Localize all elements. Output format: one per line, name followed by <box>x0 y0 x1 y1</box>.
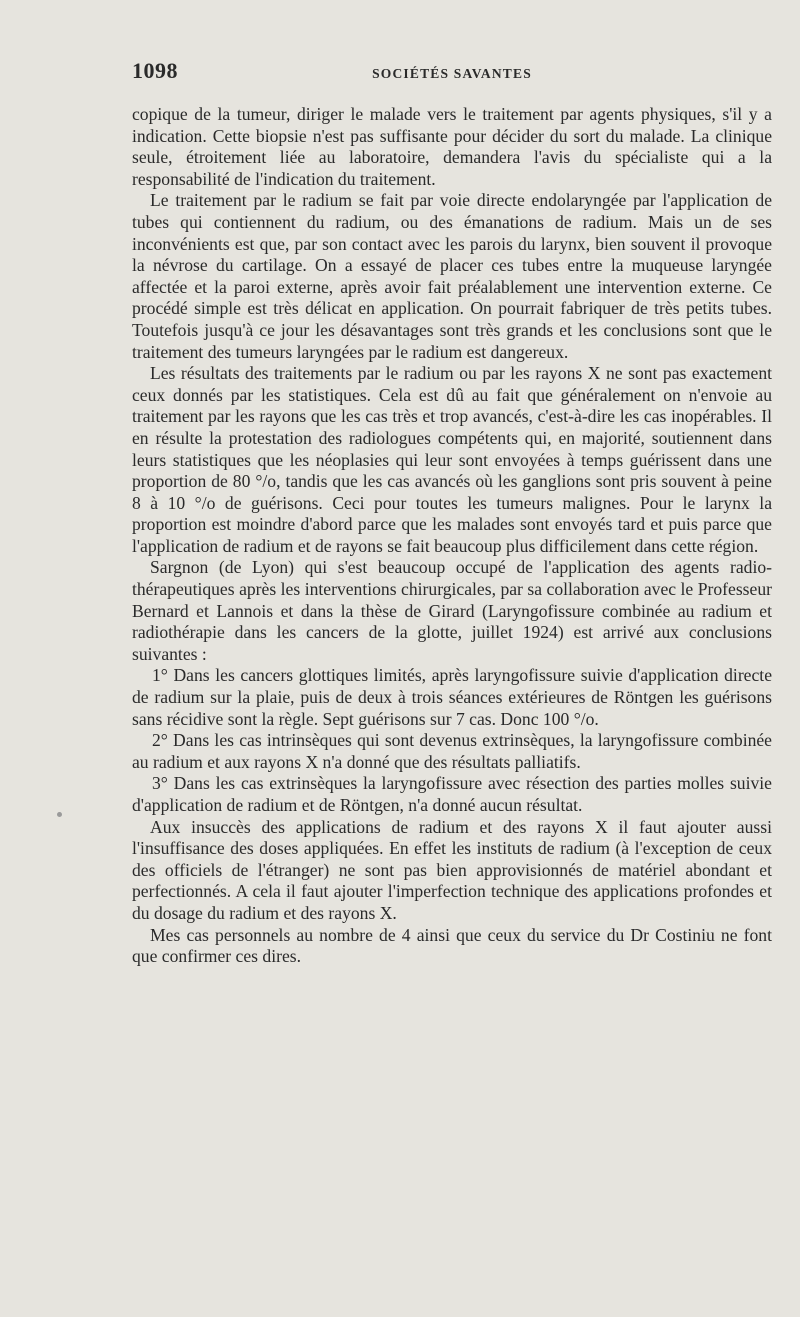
numbered-paragraph: 3° Dans les cas extrinsèques la laryngofissure avec résection des parties molles suivie d'application de radium et de Röntgen, n'a donné aucun résultat. <box>132 773 772 815</box>
numbered-paragraph: 2° Dans les cas intrinsèques qui sont devenus extrinsèques, la laryngofissure combinée au radium et aux rayons X n'a donné que des résultats palliatifs. <box>132 730 772 772</box>
paragraph: Sargnon (de Lyon) qui s'est beaucoup occupé de l'application des agents radio-thérapeutiques après les interventions chirurgicales, par sa collaboration avec le Professeur Bernard et Lannois et dans la thèse de Girard (Laryngofissure combinée au radium et radiothérapie dans les cancers de la glotte, juillet 1924) est arrivé aux conclusions suivantes : <box>132 557 772 664</box>
paragraph: Aux insuccès des applications de radium et des rayons X il faut ajouter aussi l'insuffisance des doses appliquées. En effet les instituts de radium (à l'exception de ceux des officiels de l'étranger) ne sont pas bien approvisionnés de matériel abondant et perfectionnés. A cela il faut ajouter l'imperfection technique des applications profondes et du dosage du radium et des rayons X. <box>132 816 772 923</box>
body-text <box>132 104 772 968</box>
paragraph: copique de la tumeur, diriger le malade vers le traitement par agents physiques, s'il y a indication. Cette biopsie n'est pas suffisante pour décider du sort du malade. La clinique seule, étroitement liée au laboratoire, demandera l'avis du spécialiste qui a la responsabilité de l'indication du traitement. <box>132 104 772 189</box>
paragraph: Le traitement par le radium se fait par voie directe endolaryngée par l'application de tubes qui contiennent du radium, ou des émanations de radium. Mais un de ses inconvénients est que, par son contact avec les parois du larynx, bien souvent il provoque la névrose du cartilage. On a essayé de placer ces tubes entre la muqueuse laryngée affectée et la paroi externe, après avoir fait préalablement une intervention externe. Ce procédé simple est très délicat en application. On pourrait fabriquer de très petits tubes. Toutefois jusqu'à ce jour les désavantages sont très grands et les conclusions sont que le traitement des tumeurs laryngées par le radium est dangereux. <box>132 190 772 362</box>
running-title: SOCIÉTÉS SAVANTES <box>372 66 532 81</box>
numbered-paragraph: 1° Dans les cancers glottiques limités, après laryngofissure suivie d'application directe de radium sur la plaie, puis de deux à trois séances extérieures de Röntgen les guérisons sans récidive sont la règle. Sept guérisons sur 7 cas. Donc 100 °/o. <box>132 665 772 729</box>
page-header <box>132 58 772 88</box>
paragraph: Mes cas personnels au nombre de 4 ainsi que ceux du service du Dr Costiniu ne font que confirmer ces dires. <box>132 924 772 967</box>
margin-speck <box>57 812 62 817</box>
paragraph: Les résultats des traitements par le radium ou par les rayons X ne sont pas exactement ceux donnés par les statistiques. Cela est dû au fait que généralement on n'envoie au traitement par les rayons que les cas très et trop avancés, c'est-à-dire les cas inopérables. Il en résulte la protestation des radiologues compétents qui, en majorité, soutiennent dans leurs statistiques que les néoplasies qui leur sont envoyées à temps guérissent dans une proportion de 80 °/o, tandis que les cas avancés où les ganglions sont pris souvent à peine 8 à 10 °/o de guérisons. Ceci pour toutes les tumeurs malignes. Pour le larynx la proportion est moindre d'abord parce que les malades sont envoyés tard et puis parce que l'application de radium et de rayons se fait beaucoup plus difficilement dans cette région. <box>132 363 772 556</box>
page-number: 1098 <box>132 58 178 83</box>
